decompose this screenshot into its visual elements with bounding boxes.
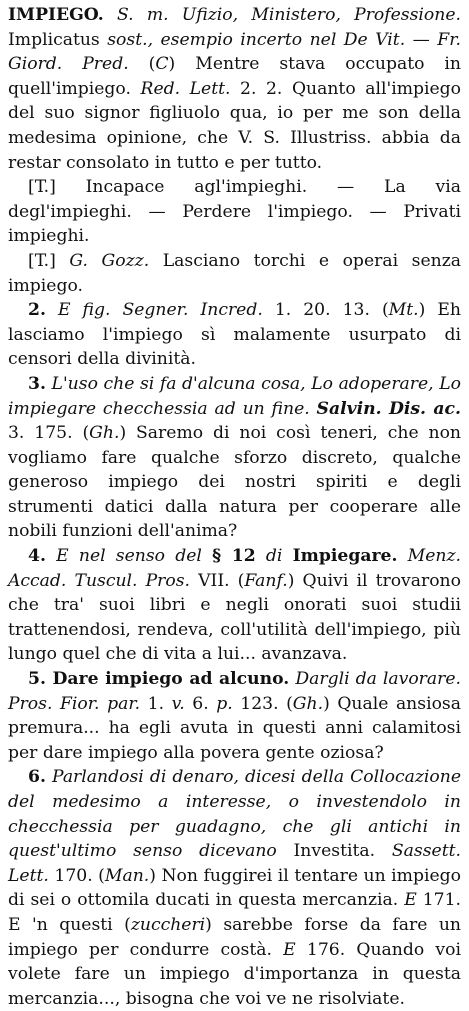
text-segment: 5. Dare impiego ad alcuno. bbox=[28, 669, 290, 690]
text-segment: Menz. Accad. Tuscul. Pros. bbox=[8, 546, 462, 591]
text-segment: VII. ( bbox=[190, 570, 245, 591]
text-segment: 6. bbox=[184, 693, 217, 714]
text-segment: Investita. bbox=[276, 841, 392, 862]
text-segment: 3. bbox=[28, 373, 46, 394]
text-segment: 176. Quando voi volete fare un impiego d'importanza in questa mercanzia..., bisogna che voi ve ne risolviate. bbox=[8, 939, 461, 1009]
entry-headword-paragraph bbox=[8, 3, 461, 175]
text-segment: IMPIEGO. bbox=[8, 5, 104, 25]
text-segment: Man. bbox=[104, 865, 150, 886]
text-segment: L'uso che si fa d'alcuna cosa, Lo adoperare, Lo impiegare checchessia ad un fine. bbox=[8, 373, 461, 419]
text-segment: ) sarebbe forse da fare un impiego per condurre costà. bbox=[8, 914, 461, 960]
text-segment: Fanf. bbox=[244, 570, 288, 591]
text-segment: Parlandosi di denaro, dicesi della Collocazione del medesimo a interesse, o investendolo in checchessia per guadagno, che gli antichi in quest'ultimo senso dicevano bbox=[8, 767, 461, 862]
text-segment: E bbox=[283, 939, 296, 960]
text-segment: E fig. Segner. Incred. bbox=[45, 300, 263, 321]
text-segment: p. bbox=[216, 693, 233, 714]
text-segment: ) Saremo di noi così teneri, che non vogliamo fare qualche sforzo discreto, qualche generoso impiego dei nostri spiriti e degli strumenti datici dalla natura per cooperare alle nobili funzioni dell'anima? bbox=[8, 423, 461, 542]
text-segment: ( bbox=[128, 54, 156, 75]
sense-3-paragraph bbox=[8, 372, 461, 544]
text-segment: 123. ( bbox=[232, 693, 293, 714]
text-segment: ) Mentre stava occupato in quell'impiego. bbox=[8, 54, 461, 99]
text-segment: 1. 20. 13. ( bbox=[262, 300, 389, 321]
tommaseo-note-2 bbox=[8, 249, 461, 298]
text-segment: [T.] Incapace agl'impieghi. — La via degl'impieghi. — Perdere l'impiego. — Privati impieghi. bbox=[8, 177, 461, 247]
text-segment: 2. 2. Quanto all'impiego del suo signor figliuolo qua, io per me son della medesima opinione, che V. S. Illustriss. abbia da restar consolato in tutto e per tutto. bbox=[8, 78, 462, 173]
text-segment: 4. bbox=[28, 546, 46, 567]
text-segment: Implicatus bbox=[8, 29, 108, 50]
text-segment: Mt. bbox=[388, 300, 419, 321]
text-segment: Gh. bbox=[89, 423, 120, 444]
text-segment: Dargli da lavorare. Pros. Fior. par. bbox=[8, 669, 461, 714]
sense-6-paragraph bbox=[8, 765, 461, 1011]
text-segment: ) Non fuggirei il tentare un impiego di sei o ottomila ducati in questa mercanzia. bbox=[8, 865, 461, 911]
text-segment: ) Quale ansiosa premura... ha egli avuta in questi anni calamitosi per dare impiego alla povera gente oziosa? bbox=[8, 693, 461, 763]
text-segment: v. bbox=[171, 693, 185, 714]
text-segment: E bbox=[404, 890, 417, 911]
text-segment: ) Quivi il trovarono che tra' suoi libri e negli onorati suoi studii trattenendosi, rendeva, coll'utilità dell'impiego, più lungo quel che di vita a lui... avanzava. bbox=[8, 570, 461, 665]
text-segment: § 12 bbox=[212, 546, 256, 567]
text-segment: ) Eh lasciamo l'impiego sì malamente usurpato di censori della divinità. bbox=[8, 300, 461, 370]
text-segment: Impiegare. bbox=[292, 546, 398, 567]
text-segment: Gh. bbox=[292, 693, 324, 714]
text-segment: 2. bbox=[28, 300, 46, 321]
text-segment: 170. ( bbox=[48, 865, 105, 886]
tommaseo-note-1 bbox=[8, 175, 461, 249]
text-segment: 1. bbox=[140, 693, 172, 714]
text-segment: 3. 175. ( bbox=[8, 423, 90, 444]
text-segment: G. Gozz. bbox=[69, 250, 150, 271]
text-segment: S. m. Ufizio, Ministero, Professione. bbox=[103, 5, 461, 25]
text-segment: Sassett. Lett. bbox=[8, 841, 461, 886]
sense-5-paragraph bbox=[8, 667, 461, 765]
text-segment: C bbox=[155, 54, 169, 75]
text-segment: Lasciano torchi e operai senza impiego. bbox=[8, 250, 462, 296]
sense-2-paragraph bbox=[8, 298, 461, 372]
text-segment: [T.] bbox=[28, 250, 70, 271]
text-segment: Salvin. Dis. ac. bbox=[316, 398, 461, 419]
text-segment: Red. Lett. bbox=[140, 78, 231, 99]
text-segment: zuccheri bbox=[130, 914, 206, 935]
text-segment: 6. bbox=[28, 767, 46, 788]
sense-4-paragraph bbox=[8, 544, 461, 667]
text-segment: E nel senso del bbox=[45, 546, 213, 567]
text-segment: sost., esempio incerto nel De Vit. — Fr. Giord. Pred. bbox=[8, 29, 461, 75]
text-segment: 171. E 'n questi ( bbox=[8, 890, 461, 935]
text-segment: di bbox=[255, 546, 293, 567]
